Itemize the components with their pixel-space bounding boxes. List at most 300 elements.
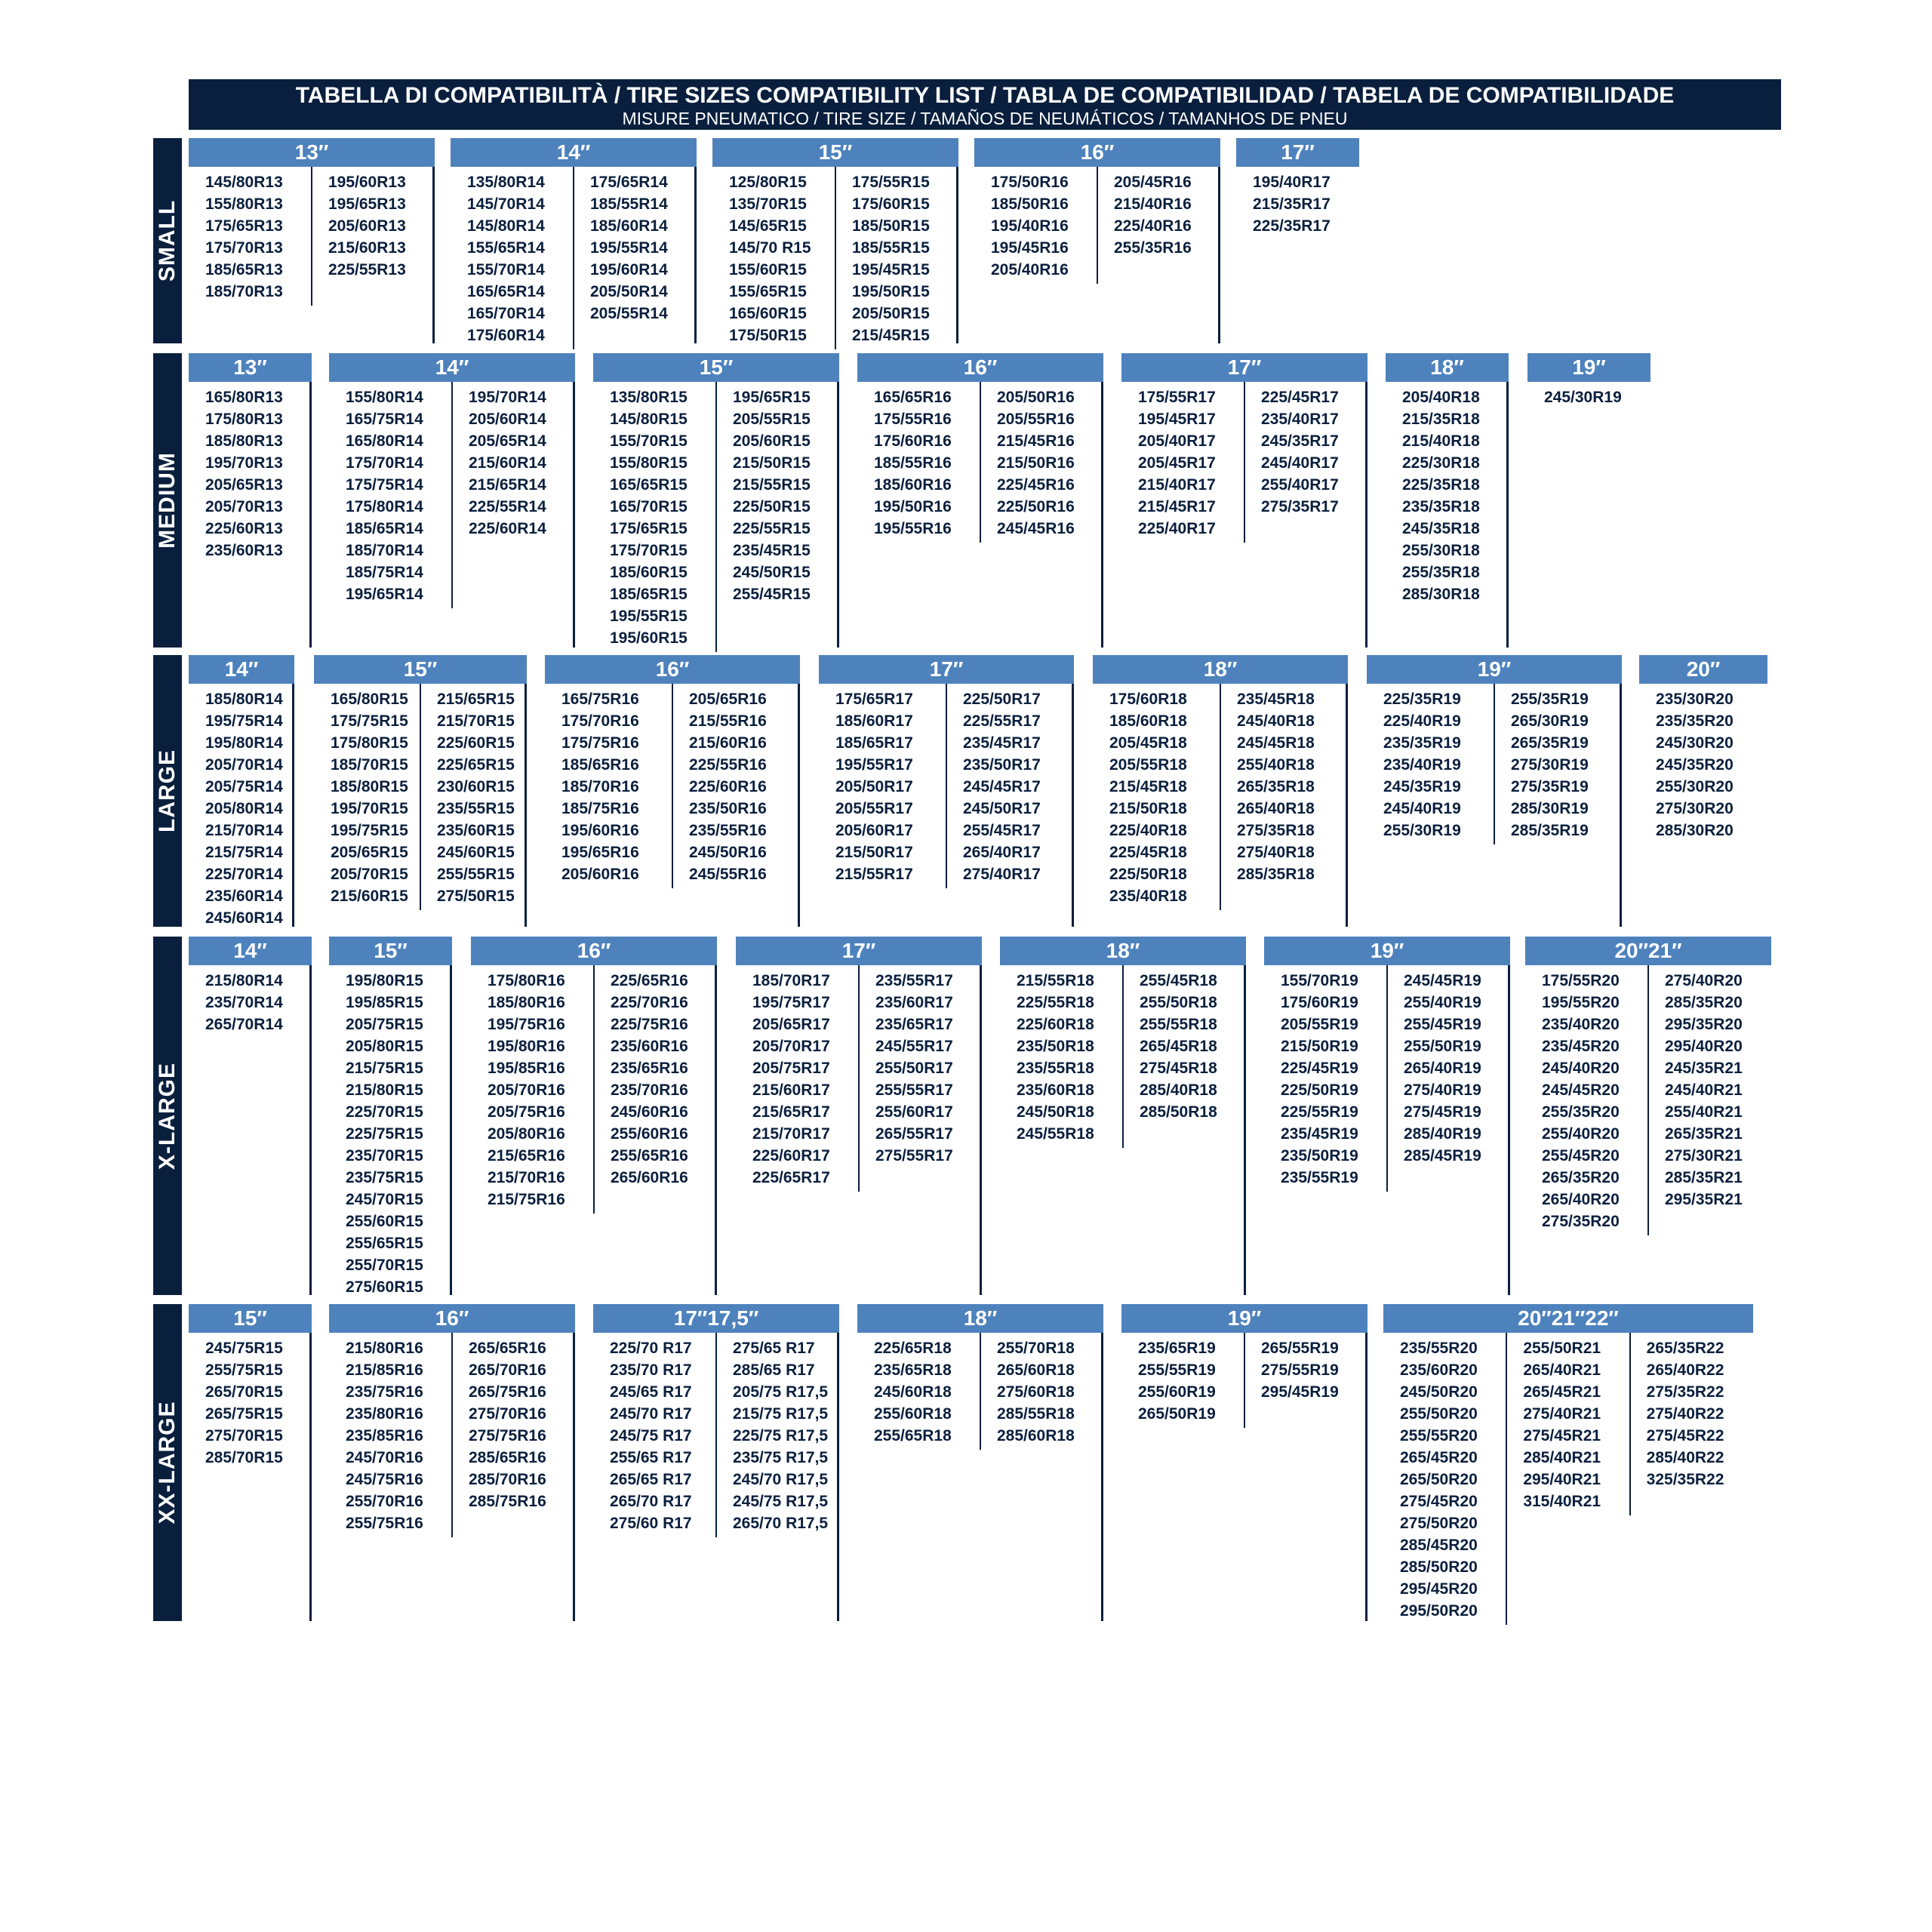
column-divider [1506,1333,1507,1625]
tire-size: 215/45R16 [997,432,1075,450]
tire-size: 275/40R22 [1646,1405,1724,1423]
tire-size: 235/55R16 [689,822,767,839]
section-label-text: LARGE [155,749,180,832]
rim-size-list [189,684,294,927]
tire-size: 215/60R17 [752,1081,830,1099]
size-column [1665,970,1743,1211]
tire-size: 225/55R16 [689,756,767,774]
rim-size-group [857,353,1103,648]
tire-size: 255/40R18 [1237,756,1315,774]
tire-size: 215/80R15 [346,1081,423,1099]
tire-size: 275/70R16 [469,1405,546,1423]
tire-size: 225/40R17 [1138,520,1216,537]
rim-size-list [974,167,1220,343]
tire-size: 235/55R18 [1017,1060,1094,1077]
column-divider [593,965,595,1214]
tire-size: 255/65R15 [346,1235,423,1252]
tire-size: 255/50R21 [1523,1340,1601,1357]
rim-size-list [189,382,312,648]
tire-size: 175/65R14 [590,174,668,191]
tire-size: 225/55R19 [1281,1103,1358,1121]
size-column [729,171,811,346]
tire-size: 265/40R17 [963,844,1041,861]
tire-size: 205/80R15 [346,1038,423,1055]
rim-size-list [329,1333,575,1621]
tire-size: 275/40R19 [1404,1081,1481,1099]
tire-size: 265/55R19 [1261,1340,1339,1357]
size-column [346,386,423,605]
tire-size: 175/60R14 [467,327,545,344]
size-column [1281,970,1358,1189]
tire-size: 215/50R18 [1109,800,1187,817]
tire-size: 265/35R19 [1511,734,1589,752]
tire-size: 145/70 R15 [729,239,811,257]
tire-size: 175/80R15 [331,734,408,752]
tire-size: 195/65R13 [328,195,406,213]
tire-size: 275/40R17 [963,866,1041,883]
tire-size: 225/45R19 [1281,1060,1358,1077]
size-column [1383,688,1461,841]
size-column [1261,386,1339,518]
tire-size: 225/60R17 [752,1147,830,1164]
tire-size: 195/75R16 [488,1016,565,1033]
tire-size: 215/55R17 [835,866,913,883]
tire-size: 205/55R16 [997,411,1075,428]
tire-size: 255/30R19 [1383,822,1461,839]
tire-size: 195/40R16 [991,217,1069,235]
tire-size: 215/35R17 [1253,195,1331,213]
column-divider [1244,382,1245,543]
rim-size-group [1000,937,1246,1295]
tire-size: 225/65R18 [874,1340,952,1357]
rim-size-group [471,937,717,1295]
tire-size: 235/50R18 [1017,1038,1094,1055]
tire-size: 215/35R18 [1402,411,1480,428]
tire-size: 145/80R15 [610,411,688,428]
tire-size: 205/55R15 [733,411,811,428]
tire-size: 285/60R18 [997,1427,1075,1444]
tire-size: 265/50R19 [1138,1405,1216,1423]
tire-size: 205/75 R17,5 [733,1383,829,1401]
tire-size: 205/65R16 [689,691,767,708]
tire-size: 195/85R15 [346,994,423,1011]
rim-size-list [1386,382,1509,648]
section-label-text: SMALL [155,199,180,282]
tire-size: 215/75 R17,5 [733,1405,829,1423]
rim-size-group [1264,937,1510,1295]
tire-size: 275/30R21 [1665,1147,1743,1164]
tire-size: 265/60R16 [611,1169,688,1186]
tire-size: 235/85R16 [346,1427,423,1444]
tire-size: 265/45R20 [1400,1449,1478,1466]
tire-size: 175/70R16 [561,712,639,730]
size-column [835,688,913,885]
tire-size: 235/60R20 [1400,1361,1478,1379]
tire-size: 225/55R13 [328,261,406,278]
tire-size: 265/45R21 [1523,1383,1601,1401]
tire-size: 215/55R16 [689,712,767,730]
tire-size: 185/55R16 [874,454,952,472]
column-divider [1386,965,1388,1192]
rim-size-group [1525,937,1771,1237]
tire-size: 265/40R18 [1237,800,1315,817]
tire-size: 195/50R15 [852,283,930,300]
tire-size: 195/70R13 [205,454,283,472]
tire-size: 275/35R19 [1511,778,1589,795]
tire-size: 175/75R16 [561,734,639,752]
tire-size: 185/80R16 [488,994,565,1011]
size-column [1138,386,1216,540]
tire-size: 205/60R14 [469,411,546,428]
tire-size: 175/50R15 [729,327,807,344]
rim-size-list [545,684,800,927]
column-divider [835,167,836,349]
rim-size-header: 17″ [1236,138,1359,167]
tire-size: 225/40R19 [1383,712,1461,730]
tire-size: 235/65R18 [874,1361,952,1379]
tire-size: 195/80R16 [488,1038,565,1055]
column-divider [1494,684,1495,844]
tire-size: 245/55R16 [689,866,767,883]
tire-size: 175/70R15 [610,542,688,559]
rim-size-list [593,382,839,648]
tire-size: 245/60R18 [874,1383,952,1401]
tire-size: 175/70R14 [346,454,423,472]
tire-size: 205/75R16 [488,1103,565,1121]
tire-size: 185/65R15 [610,586,688,603]
tire-size: 275/45R19 [1404,1103,1481,1121]
size-column [488,970,565,1211]
rim-size-group [1121,1304,1367,1621]
tire-size: 205/45R16 [1114,174,1192,191]
tire-size: 255/30R18 [1402,542,1480,559]
section-label-text: MEDIUM [155,452,180,549]
tire-size: 265/35R18 [1237,778,1315,795]
tire-size: 285/35R20 [1665,994,1743,1011]
tire-size: 195/55R15 [610,608,688,625]
rim-size-group [189,353,312,648]
tire-size: 225/70R15 [346,1103,423,1121]
rim-size-list [1525,965,1771,1237]
tire-size: 165/80R14 [346,432,423,450]
section-label-text: XX-LARGE [155,1401,180,1524]
rim-size-group [1121,353,1367,648]
tire-size: 255/60R18 [874,1405,952,1423]
tire-size: 245/60R16 [611,1103,688,1121]
tire-size: 230/60R15 [437,778,515,795]
tire-size: 235/70 R17 [610,1361,692,1379]
size-column [852,171,930,346]
tire-size: 275/35R18 [1237,822,1315,839]
rim-size-header: 14″ [189,655,294,684]
tire-size: 285/65 R17 [733,1361,815,1379]
tire-size: 285/35R18 [1237,866,1315,883]
tire-size: 235/40R17 [1261,411,1339,428]
section-label-text: X-LARGE [155,1062,180,1170]
tire-size: 265/35R22 [1646,1340,1724,1357]
tire-size: 245/35R20 [1656,756,1734,774]
rim-size-group [451,138,697,343]
tire-size: 215/70R15 [437,712,515,730]
tire-size: 195/75R17 [752,994,830,1011]
tire-size: 205/55R18 [1109,756,1187,774]
section-small [0,138,1932,343]
tire-size: 195/55R20 [1542,994,1620,1011]
column-divider [980,382,981,543]
tire-size: 265/50R20 [1400,1471,1478,1488]
tire-size: 235/70R14 [205,994,283,1011]
tire-size: 245/75 R17 [610,1427,692,1444]
rim-size-list [1367,684,1622,927]
tire-size: 185/70R14 [346,542,423,559]
tire-size: 165/60R15 [729,305,807,322]
tire-size: 235/60R17 [875,994,953,1011]
tire-size: 255/65R18 [874,1427,952,1444]
tire-size: 245/45R18 [1237,734,1315,752]
tire-size: 195/45R17 [1138,411,1216,428]
tire-size: 245/65 R17 [610,1383,692,1401]
tire-size: 205/55R14 [590,305,668,322]
tire-size: 265/70 R17,5 [733,1515,829,1532]
tire-size: 235/45R20 [1542,1038,1620,1055]
size-column [1237,688,1315,885]
tire-size: 185/70R15 [331,756,408,774]
tire-size: 285/45R19 [1404,1147,1481,1164]
rim-size-list [1639,684,1767,846]
tire-size: 275/60R18 [997,1383,1075,1401]
tire-size: 135/70R15 [729,195,807,213]
rim-size-header: 14″ [189,937,312,965]
rim-size-list [1264,965,1510,1295]
tire-size: 205/50R17 [835,778,913,795]
column-divider [946,684,947,888]
tire-size: 135/80R15 [610,389,688,406]
tire-size: 245/75R16 [346,1471,423,1488]
size-column [1109,688,1187,907]
size-column [205,386,283,561]
tire-size: 195/85R16 [488,1060,565,1077]
tire-size: 175/65R15 [610,520,688,537]
tire-size: 195/70R14 [469,389,546,406]
tire-size: 235/35R19 [1383,734,1461,752]
rim-size-group [857,1304,1103,1621]
tire-size: 225/40R18 [1109,822,1187,839]
rim-size-group [1386,353,1509,648]
tire-size: 245/70R16 [346,1449,423,1466]
tire-size: 225/45R18 [1109,844,1187,861]
rim-size-group [593,353,839,648]
tire-size: 195/65R16 [561,844,639,861]
rim-size-header: 17″ [819,655,1074,684]
tire-size: 285/50R20 [1400,1558,1478,1576]
rim-size-header: 13″ [189,138,435,167]
tire-size: 225/75R16 [611,1016,688,1033]
tire-size: 175/60R16 [874,432,952,450]
tire-size: 225/30R18 [1402,454,1480,472]
rim-size-group [314,655,527,927]
size-column [1544,386,1622,408]
tire-size: 245/50R15 [733,564,811,581]
tire-size: 235/65R16 [611,1060,688,1077]
tire-size: 265/30R19 [1511,712,1589,730]
tire-size: 245/60R15 [437,844,515,861]
tire-size: 175/50R16 [991,174,1069,191]
tire-size: 185/65R14 [346,520,423,537]
tire-size: 265/65 R17 [610,1471,692,1488]
size-column [437,688,515,907]
tire-size: 295/35R20 [1665,1016,1743,1033]
column-divider [715,1333,717,1537]
tire-size: 205/40R17 [1138,432,1216,450]
rim-size-list [451,167,697,343]
tire-size: 205/50R14 [590,283,668,300]
tire-size: 215/75R14 [205,844,283,861]
size-column [469,386,546,540]
rim-size-group [1527,353,1651,413]
tire-size: 215/80R16 [346,1340,423,1357]
tire-size: 225/70R16 [611,994,688,1011]
tire-size: 175/65R17 [835,691,913,708]
tire-size: 325/35R22 [1646,1471,1724,1488]
tire-size: 255/50R17 [875,1060,953,1077]
tire-size: 155/70R14 [467,261,545,278]
tire-size: 275/45R18 [1140,1060,1217,1077]
tire-size: 225/50R18 [1109,866,1187,883]
size-column [561,688,639,885]
tire-size: 265/55R17 [875,1125,953,1143]
tire-size: 215/45R15 [852,327,930,344]
rim-size-group [189,1304,312,1621]
tire-size: 155/80R13 [205,195,283,213]
tire-size: 175/55R17 [1138,389,1216,406]
tire-size: 255/35R19 [1511,691,1589,708]
tire-size: 185/55R15 [852,239,930,257]
tire-size: 275/70R15 [205,1427,283,1444]
size-column [1261,1337,1339,1403]
tire-size: 275/50R20 [1400,1515,1478,1532]
tire-size: 265/75R15 [205,1405,283,1423]
size-column [733,1337,828,1534]
tire-size: 285/40R22 [1646,1449,1724,1466]
rim-size-list [1000,965,1246,1295]
tire-size: 235/60R14 [205,888,283,905]
tire-size: 225/70 R17 [610,1340,692,1357]
section-x-large [0,937,1932,1295]
tire-size: 245/35R21 [1665,1060,1743,1077]
tire-size: 205/60R13 [328,217,406,235]
tire-size: 225/55R17 [963,712,1041,730]
size-column [1114,171,1192,259]
tire-size: 255/40R21 [1665,1103,1743,1121]
tire-size: 255/65R16 [611,1147,688,1164]
size-column [1523,1337,1601,1512]
rim-size-group [189,937,312,1295]
column-divider [715,382,717,652]
tire-size: 255/45R20 [1542,1147,1620,1164]
tire-size: 255/45R15 [733,586,811,603]
tire-size: 195/65R15 [733,389,811,406]
tire-size: 265/70R15 [205,1383,283,1401]
column-divider [858,965,860,1192]
tire-size: 255/75R15 [205,1361,283,1379]
tire-size: 315/40R21 [1523,1493,1601,1510]
tire-size: 225/50R19 [1281,1081,1358,1099]
tire-size: 285/70R16 [469,1471,546,1488]
tire-size: 185/80R14 [205,691,283,708]
tire-size: 225/60R13 [205,520,283,537]
tire-size: 225/65R16 [611,972,688,989]
tire-size: 275/50R15 [437,888,515,905]
tire-size: 255/70R18 [997,1340,1075,1357]
rim-size-header: 16″ [329,1304,575,1333]
tire-size: 165/70R15 [610,498,688,515]
tire-size: 265/75R16 [469,1383,546,1401]
rim-size-header: 16″ [974,138,1220,167]
rim-size-header: 13″ [189,353,312,382]
tire-size: 215/50R15 [733,454,811,472]
tire-size: 275/40R20 [1665,972,1743,989]
tire-size: 225/45R17 [1261,389,1339,406]
tire-size: 225/50R15 [733,498,811,515]
tire-size: 125/80R15 [729,174,807,191]
tire-size: 235/60R13 [205,542,283,559]
tire-size: 155/80R15 [610,454,688,472]
column-divider [573,167,574,349]
section-label [153,655,182,927]
rim-size-group [329,937,452,1295]
tire-size: 165/80R15 [331,691,408,708]
tire-size: 175/60R15 [852,195,930,213]
tire-size: 225/45R16 [997,476,1075,494]
tire-size: 245/45R16 [997,520,1075,537]
size-column [1511,688,1589,841]
tire-size: 255/75R16 [346,1515,423,1532]
tire-size: 135/80R14 [467,174,545,191]
rim-size-list [1527,382,1651,413]
column-divider [451,1333,453,1537]
size-column [346,970,423,1298]
tire-size: 255/55R19 [1138,1361,1216,1379]
rim-size-list [712,167,958,343]
tire-size: 245/50R16 [689,844,767,861]
rim-size-group [189,655,294,927]
tire-size: 235/50R19 [1281,1147,1358,1164]
tire-size: 235/60R18 [1017,1081,1094,1099]
tire-size: 245/40R19 [1383,800,1461,817]
tire-size: 235/55R19 [1281,1169,1358,1186]
tire-size: 225/65R15 [437,756,515,774]
tire-size: 205/45R17 [1138,454,1216,472]
tire-size: 205/65R13 [205,476,283,494]
tire-size: 205/55R17 [835,800,913,817]
tire-size: 255/55R18 [1140,1016,1217,1033]
tire-size: 195/55R14 [590,239,668,257]
tire-size: 205/60R16 [561,866,639,883]
rim-size-header: 17″ [736,937,982,965]
column-divider [420,684,421,910]
size-column [205,970,283,1035]
tire-size: 285/30R18 [1402,586,1480,603]
tire-size: 185/80R15 [331,778,408,795]
tire-size: 185/70R17 [752,972,830,989]
tire-size: 225/65R17 [752,1169,830,1186]
tire-size: 185/70R16 [561,778,639,795]
tire-size: 195/75R14 [205,712,283,730]
tire-size: 215/60R16 [689,734,767,752]
tire-size: 225/50R17 [963,691,1041,708]
tire-size: 275/40R18 [1237,844,1315,861]
tire-size: 165/75R14 [346,411,423,428]
